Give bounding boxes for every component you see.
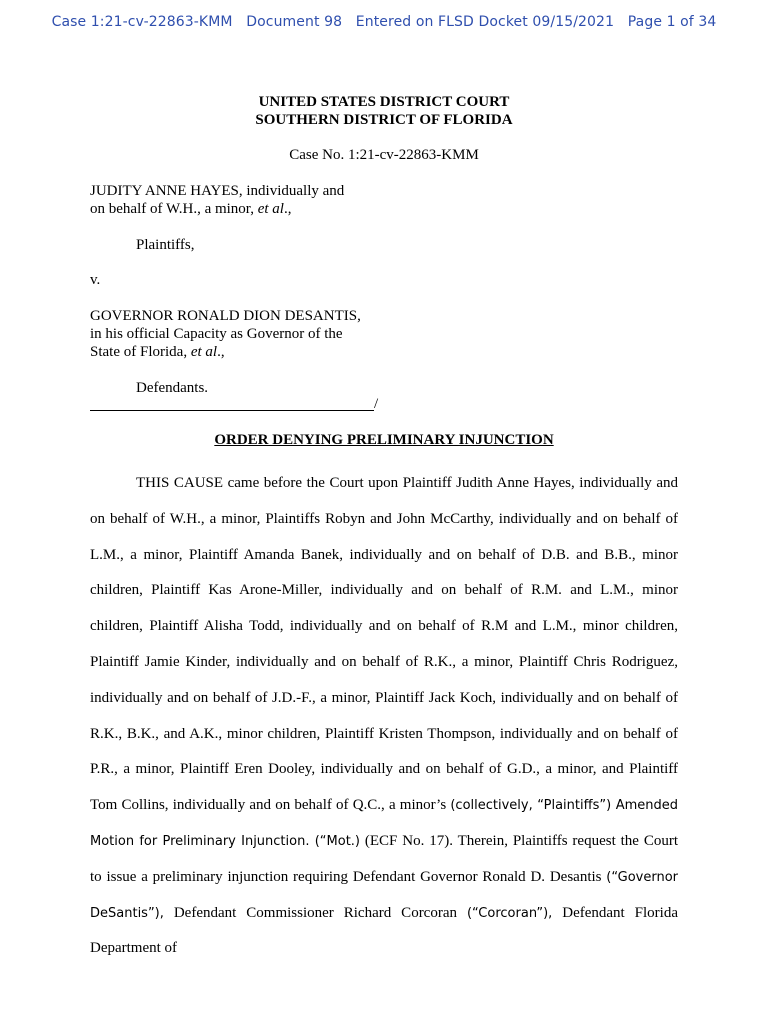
plaintiffs-line2 [90,201,291,218]
caption-underline [90,410,374,411]
caption-slash: / [374,396,379,412]
defendants-line3-text: State of Florida, [90,344,191,360]
order-body [90,466,678,967]
case-number: Case No. 1:21-cv-22863-KMM [289,147,479,163]
stamp-case: Case 1:21-cv-22863-KMM [51,14,233,30]
stamp-page: Page 1 of 34 [627,14,717,30]
body-text-2: (collectively, “Plaintiffs”) Amended Motion for Preliminary Injunction. [90,798,678,849]
body-paragraph [90,466,678,967]
stamp-entered: Entered on FLSD Docket 09/15/2021 [355,14,615,30]
plaintiffs-etal: et al [257,201,284,217]
body-text-7: (“Corcoran”), [466,905,553,921]
body-text-5: (“Governor DeSantis”), [90,869,678,921]
docket-header-stamp [0,14,768,30]
defendants-etal: et al [190,344,218,360]
order-title: ORDER DENYING PRELIMINARY INJUNCTION [214,432,554,448]
plaintiffs-line2-text: on behalf of W.H., a minor, [90,201,258,217]
defendants-line2: in his official Capacity as Governor of the [90,326,343,342]
court-name-line2: SOUTHERN DISTRICT OF FLORIDA [255,112,513,128]
defendants-line3-suffix: ., [217,344,225,360]
body-text-8: Defendant Florida Department of [90,904,678,957]
court-name-line1: UNITED STATES DISTRICT COURT [258,94,510,110]
defendants-line3 [90,344,225,361]
plaintiffs-role: Plaintiffs, [136,237,195,253]
body-text-4: (ECF No. 17). Therein, Plaintiffs request the Court to issue a preliminary injunction requiring Defendant Governor Ronald D. Desantis [90,832,678,885]
body-text-1: THIS CAUSE came before the Court upon Plaintiff Judith Anne Hayes, individually and on behalf of W.H., a minor, Plaintiffs Robyn and John McCarthy, individually and on behalf of L.M., a minor, Plaintiff Amanda Banek, individually and on behalf of D.B. and B.B., minor children, Plaintiff Kas Arone-Miller, individually and on behalf of R.M. and L.M., minor children, Plaintiff Alisha Todd, individually and on behalf of R.M and L.M., minor children, Plaintiff Jamie Kinder, individually and on behalf of R.K., a minor, Plaintiff Chris Rodriguez, individually and on behalf of J.D.-F., a minor, Plaintiff Jack Koch, individually and on behalf of R.K., B.K., and A.K., minor children, Plaintiff Kristen Thompson, individually and on behalf of P.R., a minor, Plaintiff Eren Dooley, individually and on behalf of G.D., a minor, and Plaintiff Tom Collins, individually and on behalf of Q.C., a minor’s [90,475,678,814]
defendants-role: Defendants. [136,380,209,396]
versus: v. [90,272,101,288]
defendants-line1: GOVERNOR RONALD DION DESANTIS, [90,308,361,324]
body-text-6: Defendant Commissioner Richard Corcoran [163,904,467,921]
plaintiffs-line1: JUDITY ANNE HAYES, individually and [90,183,345,199]
stamp-document: Document 98 [246,14,343,30]
plaintiffs-line2-suffix: ., [283,201,292,217]
body-text-3: (“Mot.) [309,833,361,849]
